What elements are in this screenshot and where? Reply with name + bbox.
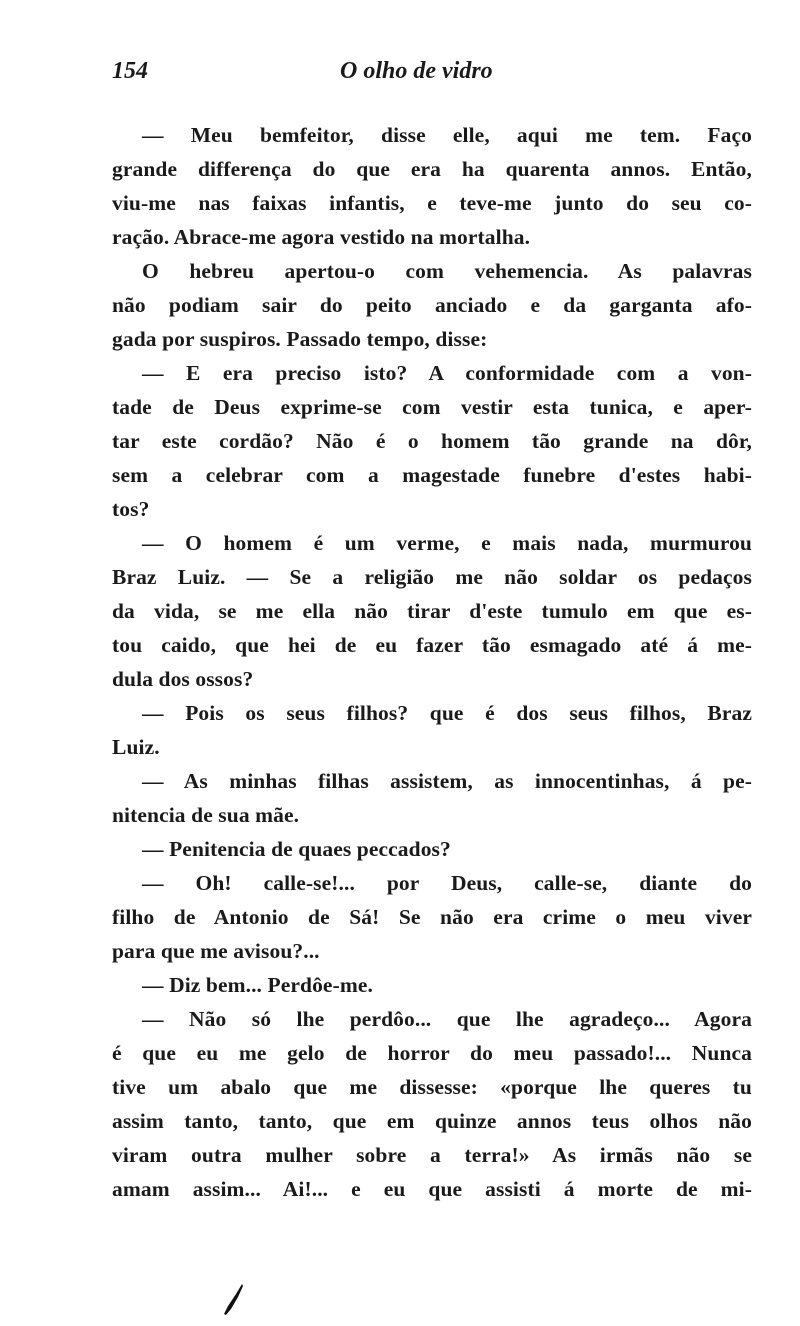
running-title: O olho de vidro	[340, 58, 493, 84]
text-line: amam assim... Ai!... e eu que assisti á morte de mi-	[112, 1177, 752, 1201]
text-line: — Penitencia de quaes peccados?	[142, 837, 451, 861]
text-line: — As minhas filhas assistem, as innocentinhas, á pe-	[142, 769, 752, 793]
text-line: da vida, se me ella não tirar d'este tumulo em que es-	[112, 599, 752, 623]
text-line: — Diz bem... Perdôe-me.	[142, 973, 373, 997]
text-line: para que me avisou?...	[112, 939, 320, 963]
text-line: O hebreu apertou-o com vehemencia. As palavras	[142, 259, 752, 283]
text-line: — Oh! calle-se!... por Deus, calle-se, diante do	[142, 871, 752, 895]
text-line: sem a celebrar com a magestade funebre d'estes habi-	[112, 463, 752, 487]
body-text	[112, 118, 752, 1206]
text-line: assim tanto, tanto, que em quinze annos teus olhos não	[112, 1109, 752, 1133]
text-line: — Pois os seus filhos? que é dos seus filhos, Braz	[142, 701, 752, 725]
text-line: tar este cordão? Não é o homem tão grande na dôr,	[112, 429, 752, 453]
text-line: tos?	[112, 497, 150, 521]
text-line: grande differença do que era ha quarenta annos. Então,	[112, 157, 752, 181]
text-line: — E era preciso isto? A conformidade com a von-	[142, 361, 752, 385]
text-line: viram outra mulher sobre a terra!» As irmãs não se	[112, 1143, 752, 1167]
page-number: 154	[112, 58, 148, 84]
text-line: não podiam sair do peito anciado e da garganta afo-	[112, 293, 752, 317]
page-header	[112, 58, 692, 94]
text-line: nitencia de sua mãe.	[112, 803, 300, 827]
text-line: tou caido, que hei de eu fazer tão esmagado até á me-	[112, 633, 752, 657]
text-line: ração. Abrace-me agora vestido na mortalha.	[112, 225, 531, 249]
text-line: Luiz.	[112, 735, 160, 759]
text-line: é que eu me gelo de horror do meu passado!... Nunca	[112, 1041, 752, 1065]
ink-mark-icon	[222, 1282, 244, 1316]
text-line: viu-me nas faixas infantis, e teve-me junto do seu co-	[112, 191, 752, 215]
text-line: gada por suspiros. Passado tempo, disse:	[112, 327, 488, 351]
text-line: — Não só lhe perdôo... que lhe agradeço... Agora	[142, 1007, 752, 1031]
text-line: tive um abalo que me dissesse: «porque lhe queres tu	[112, 1075, 752, 1099]
text-line: — O homem é um verme, e mais nada, murmurou	[142, 531, 752, 555]
text-line: filho de Antonio de Sá! Se não era crime o meu viver	[112, 905, 752, 929]
text-line: dula dos ossos?	[112, 667, 254, 691]
text-line: tade de Deus exprime-se com vestir esta tunica, e aper-	[112, 395, 752, 419]
text-line: — Meu bemfeitor, disse elle, aqui me tem. Faço	[142, 123, 752, 147]
text-line: Braz Luiz. — Se a religião me não soldar os pedaços	[112, 565, 752, 589]
